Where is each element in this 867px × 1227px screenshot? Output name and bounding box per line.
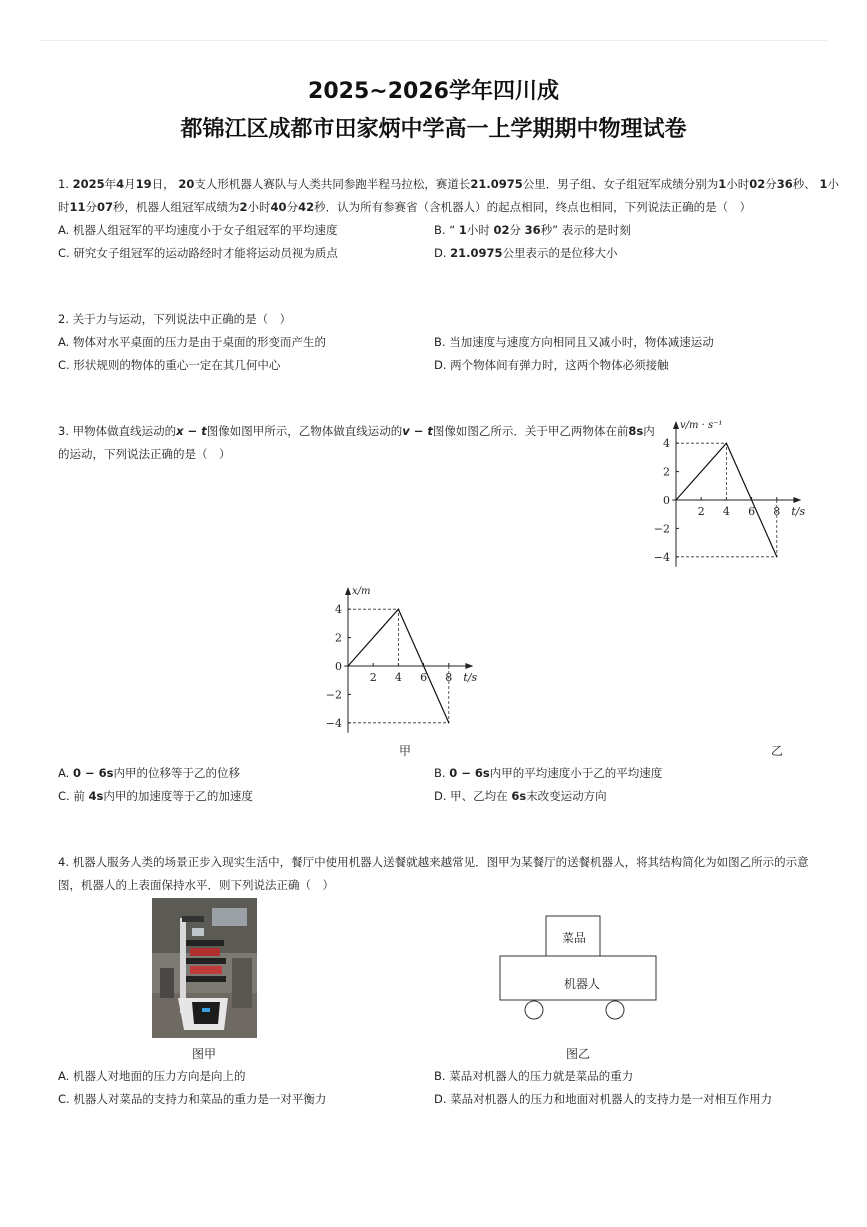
q1-option-b[interactable]: B. “ 1小时 02分 36秒” 表示的是时刻 <box>434 223 631 237</box>
q1-option-c[interactable]: C. 研究女子组冠军的运动路经时才能将运动员视为质点 <box>58 246 338 260</box>
xt-xtick-label-2: 2 <box>369 671 377 684</box>
vt-xtick-label-2: 2 <box>697 505 705 518</box>
xt-ytick-label-0: 0 <box>335 660 342 673</box>
q1-stem-line2: 时11分07秒，机器人组冠军成绩为2小时40分42秒．认为所有参赛省（含机器人）的起点相同，终点也相同，下列说法正确的是（ ） <box>58 200 752 214</box>
vt-x-arrow <box>793 497 801 503</box>
xt-chart <box>318 584 488 744</box>
vt-chart <box>646 418 816 578</box>
robot-photo <box>152 898 257 1038</box>
vt-y-arrow <box>673 421 679 429</box>
q1-stem-line1: 1. 2025年4月19日， 20支人形机器人赛队与人类共同参跑半程马拉松，赛道长21.0975公里．男子组、女子组冠军成绩分别为1小时02分36秒、 1小 <box>58 177 839 191</box>
vt-xlabel: t/s <box>791 505 806 518</box>
xt-xtick-label-4: 4 <box>394 671 402 684</box>
q4-option-b[interactable]: B. 菜品对机器人的压力就是菜品的重力 <box>434 1069 634 1083</box>
fig-label-yi: 图乙 <box>566 1047 591 1061</box>
page-top-divider <box>40 40 827 41</box>
xt-point-0 <box>347 665 348 666</box>
q4-option-d[interactable]: D. 菜品对机器人的压力和地面对机器人的支持力是一对相互作用力 <box>434 1092 773 1106</box>
vt-point-0 <box>675 499 676 500</box>
q4-option-c[interactable]: C. 机器人对菜品的支持力和菜品的重力是一对平衡力 <box>58 1092 327 1106</box>
xt-x-arrow <box>465 663 473 669</box>
q3-option-d[interactable]: D. 甲、乙均在 6s末改变运动方向 <box>434 789 607 803</box>
q4-option-a[interactable]: A. 机器人对地面的压力方向是向上的 <box>58 1069 246 1083</box>
q2-option-d[interactable]: D. 两个物体间有弹力时，这两个物体必须接触 <box>434 358 669 372</box>
robot-wheel-left <box>525 1001 543 1019</box>
dish-label: 菜品 <box>561 931 587 945</box>
xt-ytick-label-2: 2 <box>335 631 342 645</box>
xt-ytick-label--2: −2 <box>325 688 342 702</box>
q3-option-a[interactable]: A. 0 − 6s内甲的位移等于乙的位移 <box>58 766 240 780</box>
xt-point-2 <box>448 722 449 723</box>
vt-ytick-label-0: 0 <box>663 494 670 507</box>
q4-stem-line2: 图，机器人的上表面保持水平．则下列说法正确（ ） <box>58 878 334 892</box>
q3-stem-line1: 3. 甲物体做直线运动的x − t图像如图甲所示，乙物体做直线运动的v − t图像如图乙所示．关于甲乙两物体在前8s内 <box>58 424 655 438</box>
q3-option-c[interactable]: C. 前 4s内甲的加速度等于乙的加速度 <box>58 789 253 803</box>
vt-ytick-label-4: 4 <box>663 437 670 451</box>
vt-ytick-label--4: −4 <box>653 550 670 564</box>
robot-schematic <box>496 912 662 1024</box>
q4-stem-line1: 4. 机器人服务人类的场景正步入现实生活中，餐厅中使用机器人送餐就越来越常见．图甲为某餐厅的送餐机器人，将其结构简化为如图乙所示的示意 <box>58 855 809 869</box>
vt-ylabel: v/m · s⁻¹ <box>680 420 723 431</box>
vt-xtick-label-8: 8 <box>773 505 781 518</box>
q3-stem-line2: 的运动，下列说法正确的是（ ） <box>58 447 231 461</box>
xt-ylabel: x/m <box>352 586 371 597</box>
xt-ytick-label--4: −4 <box>325 716 342 730</box>
xt-xtick-label-8: 8 <box>445 671 453 684</box>
vt-point-1 <box>726 443 727 444</box>
xt-ytick-label-4: 4 <box>335 603 342 617</box>
vt-ytick-label--2: −2 <box>653 522 670 536</box>
exam-title-line2: 都锦江区成都市田家炳中学高一上学期期中物理试卷 <box>180 117 687 142</box>
vt-xtick-label-6: 6 <box>748 505 756 518</box>
robot-wheel-right <box>606 1001 624 1019</box>
vt-xtick-label-4: 4 <box>722 505 730 518</box>
q3-option-b[interactable]: B. 0 − 6s内甲的平均速度小于乙的平均速度 <box>434 766 663 780</box>
q2-stem: 2. 关于力与运动，下列说法中正确的是（ ） <box>58 312 292 326</box>
fig-label-jia: 图甲 <box>192 1047 217 1061</box>
chart-label-yi: 乙 <box>771 744 784 758</box>
xt-xtick-label-6: 6 <box>420 671 428 684</box>
chart-label-jia: 甲 <box>399 744 412 758</box>
q2-option-c[interactable]: C. 形状规则的物体的重心一定在其几何中心 <box>58 358 281 372</box>
xt-y-arrow <box>345 587 351 595</box>
vt-point-2 <box>776 556 777 557</box>
q1-option-a[interactable]: A. 机器人组冠军的平均速度小于女子组冠军的平均速度 <box>58 223 338 237</box>
q2-option-b[interactable]: B. 当加速度与速度方向相同且又减小时，物体减速运动 <box>434 335 714 349</box>
q2-option-a[interactable]: A. 物体对水平桌面的压力是由于桌面的形变而产生的 <box>58 335 326 349</box>
xt-point-1 <box>398 609 399 610</box>
robot-label: 机器人 <box>563 977 601 991</box>
xt-xlabel: t/s <box>463 671 478 684</box>
vt-ytick-label-2: 2 <box>663 465 670 479</box>
q1-option-d[interactable]: D. 21.0975公里表示的是位移大小 <box>434 246 618 260</box>
exam-title-line1: 2025~2026学年四川成 <box>308 79 559 104</box>
